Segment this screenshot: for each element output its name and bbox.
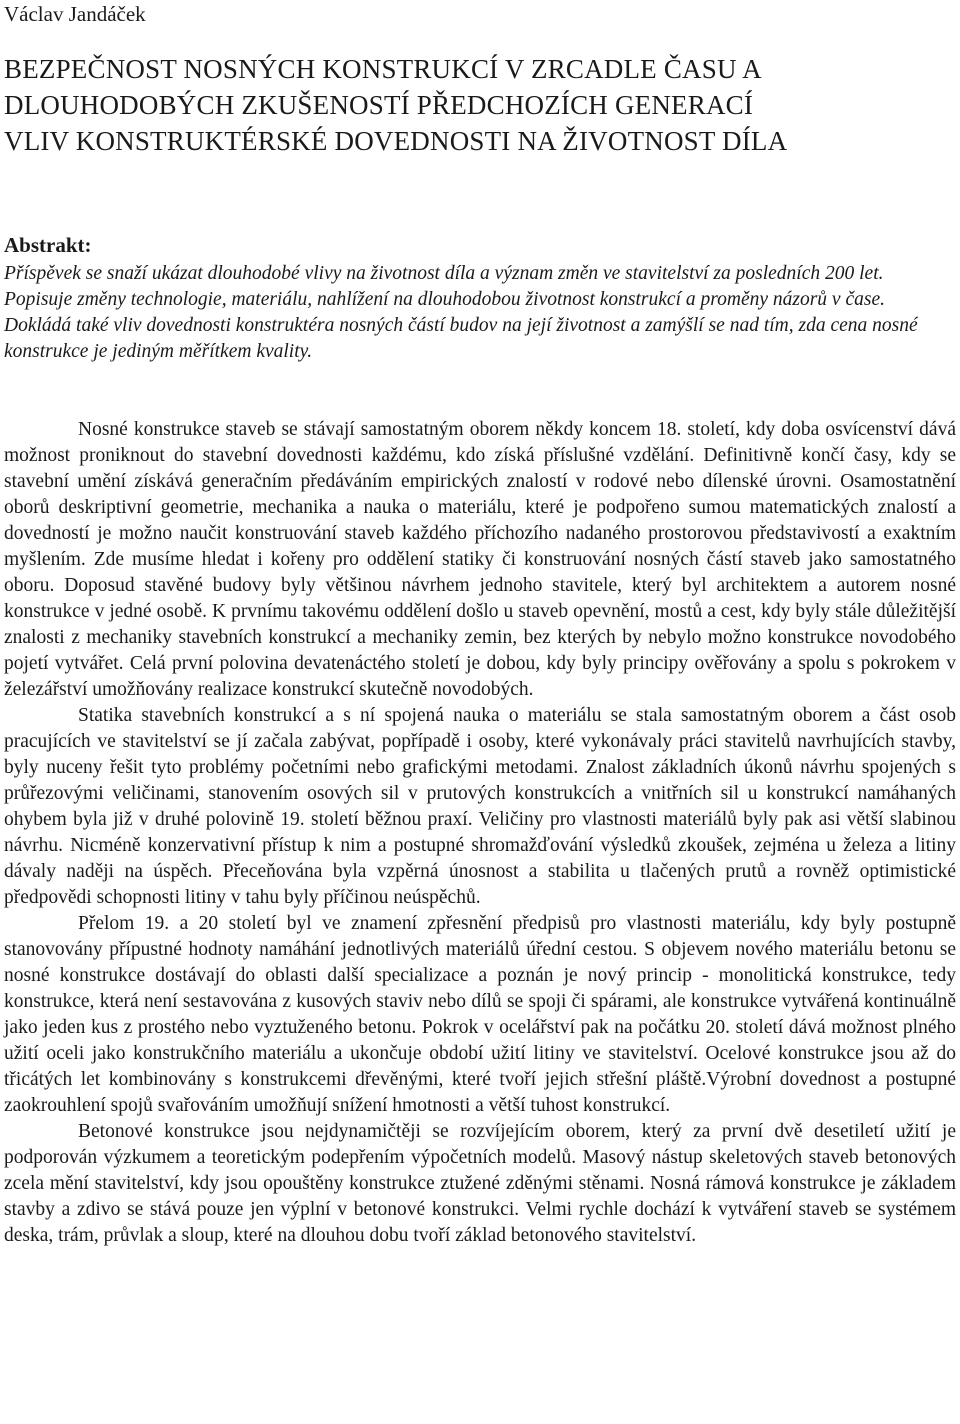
document-title	[4, 51, 956, 159]
abstract-text: Příspěvek se snaží ukázat dlouhodobé vlivy na životnost díla a význam změn ve stavitelství za posledních 200 let. Popisuje změny technologie, materiálu, nahlížení na dlouhodobou životnost konstrukcí a proměny názorů v čase. Dokládá také vliv dovednosti konstruktéra nosných částí budov na její životnost a zamýšlí se nad tím, zda cena nosné konstrukce je jediným měřítkem kvality.	[4, 263, 918, 362]
paragraph-3: Přelom 19. a 20 století byl ve znamení zpřesnění předpisů pro vlastnosti materiálu, kdy byly postupně stanovovány přípustné hodnoty namáhání jednotlivých materiálů úřední cestou. S objevem nového materiálu betonu se nosné konstrukce dostávají do oblasti další specializace a poznán je nový princip - monolitická konstrukce, tedy konstrukce, která není sestavována z kusových staviv nebo dílů se spoji či spárami, ale konstrukce vytvářená kontinuálně jako jeden kus z prostého nebo vyztuženého betonu. Pokrok v ocelářství pak na počátku 20. století dává možnost plného užití oceli jako konstrukčního materiálu a ukončuje období užití litiny ve stavitelství. Ocelové konstrukce jsou až do třicátých let kombinovány s konstrukcemi dřevěnými, které tvoří jejich střešní pláště.Výrobní dovednost a postupné zaokrouhlení spojů svařováním umožňují snížení hmotnosti a větší tuhost konstrukcí.	[4, 913, 956, 1116]
body-text	[4, 417, 956, 1249]
abstract-heading: Abstrakt:	[4, 233, 92, 257]
title-line-1: BEZPEČNOST NOSNÝCH KONSTRUKCÍ V ZRCADLE ČASU A	[4, 54, 762, 84]
paragraph-2: Statika stavebních konstrukcí a s ní spojená nauka o materiálu se stala samostatným oborem a část osob pracujících ve stavitelství se jí začala zabývat, popřípadě i osoby, které vykonávaly práci stavitelů navrhujících stavby, byly nuceny řešit tyto problémy početními nebo grafickými metodami. Znalost základních úkonů návrhu spojených s průřezovými veličinami, stanovením osových sil v prutových konstrukcích a vnitřních sil u konstrukcí namáhaných ohybem byla již v druhé polovině 19. století běžnou praxí. Veličiny pro vlastnosti materiálů byly pak asi větší slabinou návrhu. Nicméně konzervativní přístup k nim a postupné shromažďování výsledků zkoušek, zejména u železa a litiny dávaly naději na úspěch. Přeceňována byla vzpěrná únosnost a stabilita u tlačených prutů a rovněž optimistické předpovědi schopnosti litiny v tahu byly příčinou neúspěchů.	[4, 705, 956, 908]
paragraph-4: Betonové konstrukce jsou nejdynamičtěji se rozvíjejícím oborem, který za první dvě desetiletí užití je podporován výzkumem a teoretickým podepřením výpočetních modelů. Masový nástup skeletových staveb betonových zcela mění stavitelství, kdy jsou opouštěny konstrukce ztužené zděnými stěnami. Nosná rámová konstrukce je základem stavby a zdivo se stává pouze jen výplní v betonové konstrukci. Velmi rychle dochází k vytváření staveb se systémem deska, trám, průvlak a sloup, které na dlouhou dobu tvoří základ betonového stavitelství.	[4, 1121, 956, 1246]
author-name: Václav Jandáček	[4, 2, 146, 26]
paragraph-1: Nosné konstrukce staveb se stávají samostatným oborem někdy koncem 18. století, kdy doba osvícenství dává možnost proniknout do stavební dovednosti každému, kdo získá příslušné vzdělání. Definitivně končí časy, kdy se stavební umění získává generačním předáváním empirických znalostí v rodové nebo dílenské úrovni. Osamostatnění oborů deskriptivní geometrie, mechanika a nauka o materiálu, které je podpořeno sumou matematických znalostí a dovedností je možno naučit konstruování staveb každého příchozího nadaného prostorovou představivostí a exaktním myšlením. Zde musíme hledat i kořeny pro oddělení statiky či konstruování nosných částí staveb jako samostatného oboru. Doposud stavěné budovy byly většinou návrhem jednoho stavitele, který byl architektem a autorem nosné konstrukce v jedné osobě. K prvnímu takovému oddělení došlo u staveb opevnění, mostů a cest, kdy byly stále důležitější znalosti z mechaniky stavebních konstrukcí a mechaniky zemin, bez kterých by nebylo možno konstrukce novodobého pojetí vytvářet. Celá první polovina devatenáctého století je dobou, kdy byly principy ověřovány a spolu s pokrokem v železářství umožňovány realizace konstrukcí skutečně novodobých.	[4, 419, 956, 700]
document-page	[4, 0, 956, 1249]
title-line-2: DLOUHODOBÝCH ZKUŠENOSTÍ PŘEDCHOZÍCH GENERACÍ	[4, 90, 754, 120]
title-line-3: VLIV KONSTRUKTÉRSKÉ DOVEDNOSTI NA ŽIVOTNOST DÍLA	[4, 126, 788, 156]
